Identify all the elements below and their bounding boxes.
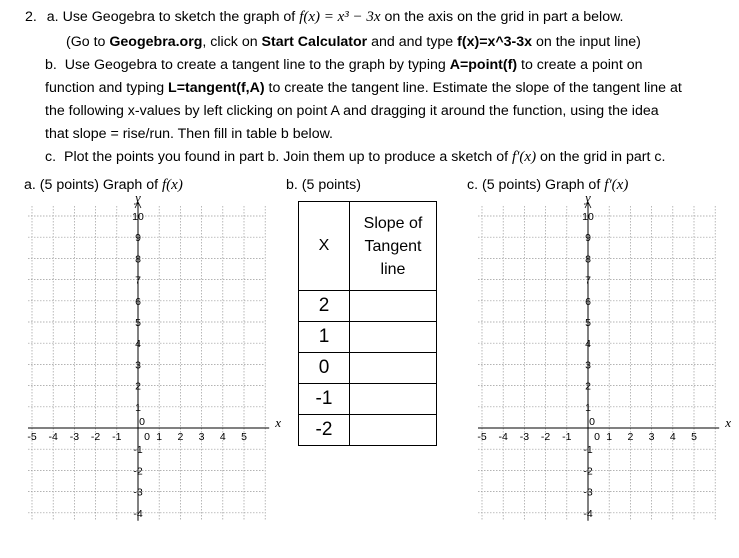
x-tick-label: -5	[477, 431, 487, 443]
y-tick-label: 4	[135, 338, 141, 351]
input-command: f(x)=x^3-3x	[457, 34, 533, 50]
y-tick-label: 5	[135, 317, 141, 329]
y-tick-label: 8	[585, 253, 591, 266]
go-text-3: and and type	[367, 34, 458, 50]
table-row	[299, 291, 437, 322]
y-tick-label: 2	[585, 380, 591, 393]
y-tick-label: -4	[133, 507, 143, 520]
y-tick-label: 10	[132, 211, 144, 223]
graph-grid-a[interactable]	[27, 190, 281, 525]
y-tick-label: -2	[583, 465, 593, 478]
x-tick-label: -2	[540, 431, 551, 443]
q-line-c	[45, 148, 665, 166]
table-row	[299, 415, 437, 446]
part-a-label	[24, 176, 183, 194]
table-row	[299, 384, 437, 415]
col-slope-header: Slope of Tangent line	[350, 202, 437, 291]
x-tick-label: -2	[90, 431, 101, 443]
x-tick-label: 1	[156, 431, 163, 443]
slope-table	[298, 201, 437, 446]
b-text-1-end: to create a point on	[517, 57, 643, 73]
x-tick-label: 0	[144, 431, 150, 443]
y-tick-label: -4	[583, 507, 593, 520]
origin-label: 0	[139, 416, 145, 428]
y-tick-label: 2	[135, 380, 141, 393]
q-line-b4: that slope = rise/run. Then fill in table b below.	[45, 126, 333, 142]
question-number: 2.	[25, 9, 37, 25]
y-axis-name: y	[585, 190, 591, 205]
derivative-expression: f′(x)	[511, 149, 537, 165]
y-tick-label: 7	[135, 274, 141, 287]
x-axis-name: x	[275, 415, 281, 430]
y-tick-label: 9	[135, 232, 141, 245]
x-value-cell: 0	[299, 353, 350, 384]
y-axis-name: y	[135, 190, 141, 205]
x-tick-label: -1	[112, 431, 122, 443]
y-tick-label: -3	[133, 486, 143, 499]
b-text-2: function and typing	[45, 80, 169, 96]
x-tick-label: -3	[519, 431, 530, 443]
y-tick-label: 1	[135, 401, 141, 414]
col-x-header: X	[299, 202, 350, 291]
b-text-1: Use Geogebra to create a tangent line to the graph by typing	[64, 57, 450, 73]
table-header-row	[299, 202, 437, 291]
part-a-text: Use Geogebra to sketch the graph of	[62, 9, 300, 25]
x-tick-label: -3	[69, 431, 80, 443]
x-tick-label: 4	[669, 431, 676, 443]
table-row	[299, 353, 437, 384]
x-value-cell: -1	[299, 384, 350, 415]
x-tick-label: 2	[627, 431, 634, 443]
go-text-2: , click on	[202, 34, 262, 50]
part-c-label-func: f′(x)	[604, 177, 629, 193]
graph-grid-c[interactable]	[477, 190, 731, 525]
part-a-label-text: a. (5 points) Graph of	[24, 177, 163, 193]
y-tick-label: -1	[133, 444, 143, 457]
x-tick-label: 3	[198, 431, 205, 443]
y-tick-label: 9	[585, 232, 591, 245]
site-name: Geogebra.org	[109, 34, 203, 50]
x-tick-label: 5	[691, 431, 697, 443]
c-text-end: on the grid in part c.	[536, 149, 666, 165]
part-a-label-func: f(x)	[162, 177, 183, 193]
x-tick-label: 1	[606, 431, 613, 443]
x-tick-label: -5	[27, 431, 37, 443]
x-tick-label: 0	[594, 431, 600, 443]
y-tick-label: 8	[135, 253, 141, 266]
x-value-cell: -2	[299, 415, 350, 446]
y-tick-label: 3	[135, 359, 141, 372]
b-text-2-end: to create the tangent line. Estimate the slope of the tangent line at	[264, 80, 682, 96]
y-tick-label: -2	[133, 465, 143, 478]
table-row	[299, 322, 437, 353]
y-tick-label: 7	[585, 274, 591, 287]
q-line-b2	[45, 79, 682, 97]
q-line-a	[25, 8, 624, 26]
function-expression: f(x) = x³ − 3x	[299, 9, 381, 25]
slope-input-cell[interactable]	[350, 322, 437, 353]
q-line-b1	[45, 56, 643, 74]
part-c-label-text: c. (5 points) Graph of	[467, 177, 605, 193]
part-c-tag: c.	[45, 149, 57, 165]
part-a-text-end: on the axis on the grid in part a below.	[380, 9, 624, 25]
y-tick-label: -1	[583, 444, 593, 457]
y-tick-label: 3	[585, 359, 591, 372]
origin-label: 0	[589, 416, 595, 428]
x-value-cell: 2	[299, 291, 350, 322]
x-tick-label: -4	[498, 431, 508, 443]
y-tick-label: 6	[135, 295, 141, 308]
y-tick-label: -3	[583, 486, 593, 499]
point-command: A=point(f)	[449, 57, 518, 73]
y-tick-label: 4	[585, 338, 591, 351]
x-axis-name: x	[725, 415, 731, 430]
x-tick-label: 4	[219, 431, 226, 443]
part-b-tag: b.	[45, 57, 57, 73]
x-tick-label: 3	[648, 431, 655, 443]
slope-input-cell[interactable]	[350, 415, 437, 446]
start-calculator-text: Start Calculator	[261, 34, 368, 50]
part-c-label	[467, 176, 628, 194]
c-text: Plot the points you found in part b. Join them up to produce a sketch of	[64, 149, 512, 165]
go-text-4: on the input line)	[532, 34, 641, 50]
q-line-go	[66, 33, 641, 51]
tangent-command: L=tangent(f,A)	[168, 80, 265, 96]
x-tick-label: -1	[562, 431, 572, 443]
slope-input-cell[interactable]	[350, 353, 437, 384]
x-tick-label: 2	[177, 431, 184, 443]
slope-input-cell[interactable]	[350, 384, 437, 415]
part-a-tag: a.	[46, 9, 59, 25]
y-tick-label: 10	[582, 211, 594, 223]
part-b-label: b. (5 points)	[286, 177, 361, 193]
y-tick-label: 5	[585, 317, 591, 329]
slope-input-cell[interactable]	[350, 291, 437, 322]
x-value-cell: 1	[299, 322, 350, 353]
go-text: (Go to	[66, 34, 110, 50]
y-tick-label: 1	[585, 401, 591, 414]
y-tick-label: 6	[585, 295, 591, 308]
q-line-b3: the following x-values by left clicking on point A and dragging it around the function, using the idea	[45, 103, 659, 119]
x-tick-label: -4	[48, 431, 58, 443]
x-tick-label: 5	[241, 431, 247, 443]
